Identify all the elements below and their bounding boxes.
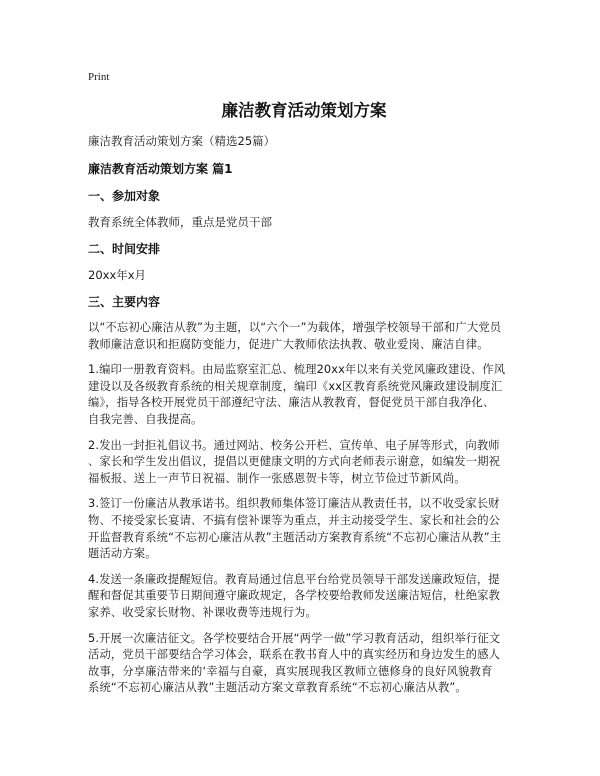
paragraph-line: 家养、收受家长财物、补课收费等违规行为。: [88, 605, 317, 619]
paragraph-line: 、家长和学生发出倡议，提倡以更健康文明的方式向老师表示谢意，如编发一期祝: [88, 455, 501, 469]
paragraph-line: 教师廉洁意识和拒腐防变能力，促进广大教师依法执教、敬业爱岗、廉洁自律。: [88, 337, 489, 351]
paragraph-line: 题活动方案。: [88, 547, 157, 561]
paragraph-line: 开监督教育系统“不忘初心廉洁从教”主题活动方案教育系统“不忘初心廉洁从教”主: [88, 530, 502, 544]
paragraph-line: 故事，分享廉洁带来的‘幸福与自豪，真实展现我区教师立德修身的良好风貌教育: [88, 664, 493, 678]
document-page: [88, 66, 520, 697]
paragraph-line: 5.开展一次廉洁征文。各学校要结合开展“两学一做”学习教育活动，组织举行征文: [88, 631, 501, 645]
paragraph-line: 编》，指导各校开展党员干部遵纪守法、廉洁从教教育，督促党员干部自我净化、: [88, 396, 495, 410]
content-item-3: [88, 496, 520, 562]
content-intro-paragraph: [88, 320, 520, 353]
schedule-text: 20xx年x月: [88, 268, 147, 282]
content-item-2: [88, 438, 520, 488]
paragraph-line: 1.编印一册教育资料。由局监察室汇总、梳理20xx年以来有关党风廉政建设、作风: [88, 363, 506, 377]
section-heading-schedule: 二、时间安排: [88, 242, 161, 256]
paragraph-line: 自我完善、自我提高。: [88, 412, 203, 426]
content-item-4: [88, 572, 520, 622]
paragraph-line: 以“不忘初心廉洁从教”为主题，以“六个一”为载体，增强学校领导干部和广大党员: [88, 321, 502, 334]
paragraph-line: 福板报、送上一声节日祝福、制作一张感恩贺卡等，树立节俭过节新风尚。: [88, 471, 466, 485]
section-heading-content: 三、主要内容: [88, 295, 161, 309]
paragraph-line: 系统“不忘初心廉洁从教”主题活动方案文章教育系统“不忘初心廉洁从教”。: [88, 681, 467, 695]
page-title: 廉洁教育活动策划方案: [221, 101, 387, 120]
paragraph-line: 2.发出一封拒礼倡议书。通过网站、校务公开栏、宣传单、电子屏等形式，向教师: [88, 438, 500, 452]
content-item-1: [88, 362, 520, 428]
paragraph-line: 建设以及各级教育系统的相关规章制度，编印《xx区教育系统党风廉政建设制度汇: [88, 379, 503, 393]
subtitle: 廉洁教育活动策划方案（精选25篇）: [88, 134, 276, 148]
paragraph-line: 3.签订一份廉洁从教承诺书。组织教师集体签订廉洁从教责任书，以不收受家长财: [88, 497, 500, 511]
content-item-5: [88, 631, 520, 697]
participants-text: 教育系统全体教师，重点是党员干部: [88, 215, 272, 229]
paragraph-line: 物、不接受家长宴请、不搞有偿补课等为重点，并主动接受学生、家长和社会的公: [88, 513, 501, 527]
paragraph-line: 4.发送一条廉政提醒短信。教育局通过信息平台给党员领导干部发送廉政短信，提: [88, 572, 500, 586]
paragraph-line: 活动，党员干部要结合学习体会，联系在教书育人中的真实经历和身边发生的感人: [88, 648, 501, 662]
paragraph-line: 醒和督促其重要节日期间遵守廉政规定，各学校要给教师发送廉洁短信，杜绝家教: [88, 589, 501, 603]
article-heading: 廉洁教育活动策划方案 篇1: [88, 162, 233, 176]
print-label: Print: [88, 71, 110, 83]
section-heading-participants: 一、参加对象: [88, 189, 161, 203]
